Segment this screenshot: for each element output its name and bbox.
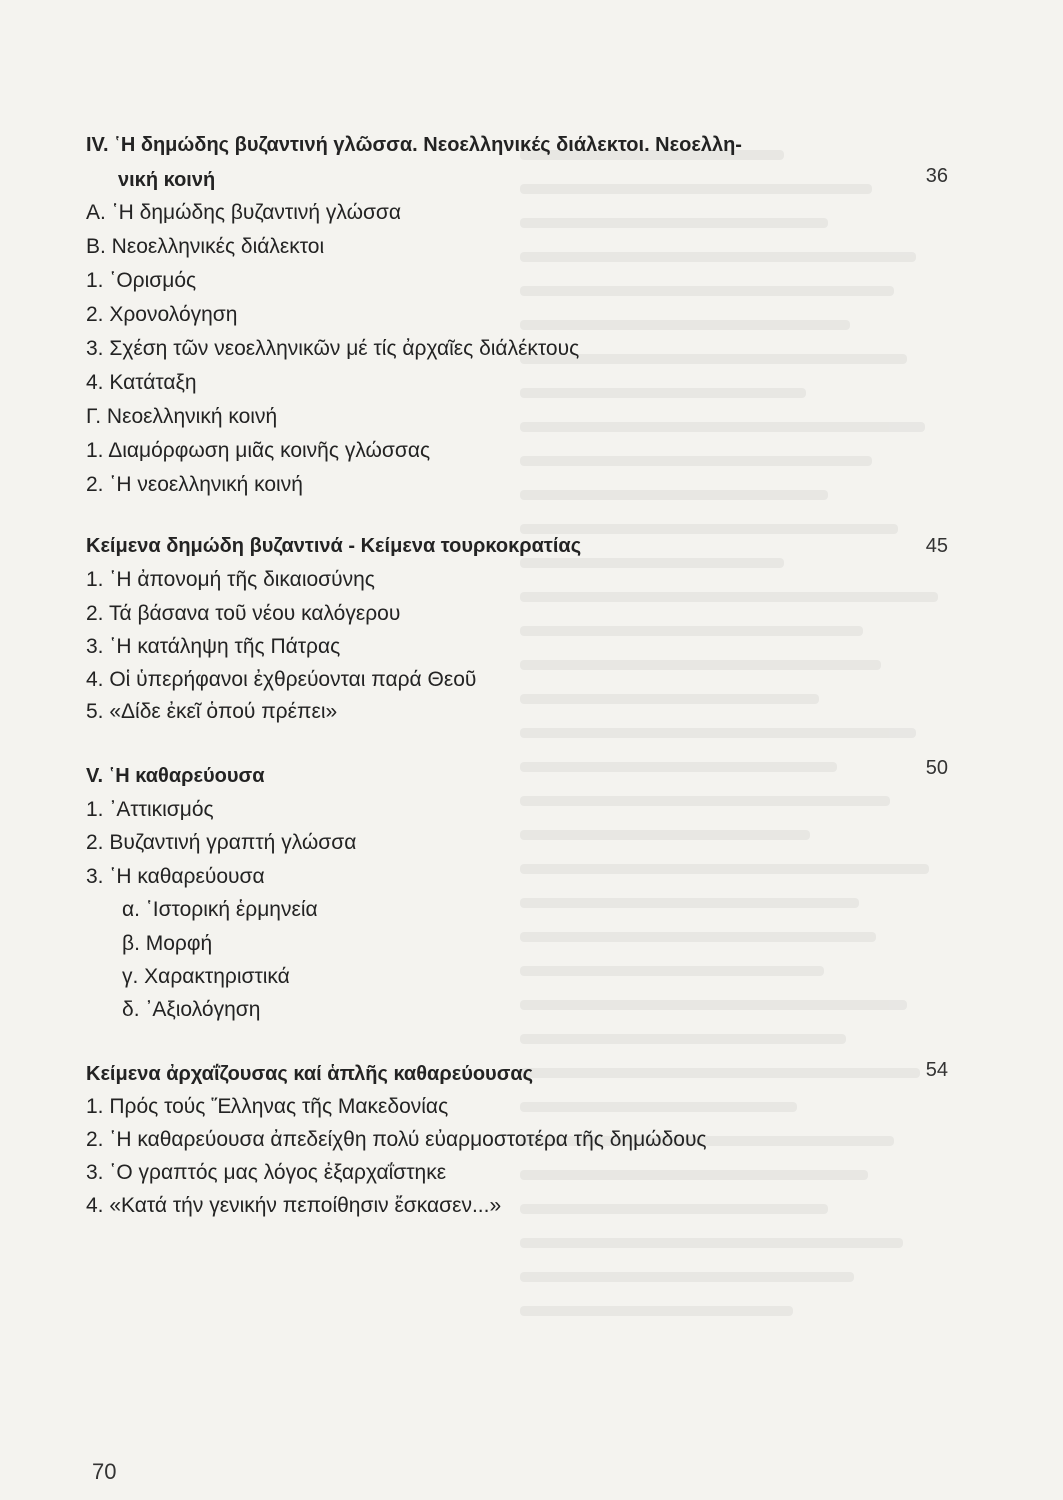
section-iv-title-line2: νική κοινή [118,169,216,191]
toc-item: 2. Βυζαντινή γραπτή γλώσσα [86,831,357,854]
toc-item: 3. ῾Η κατάληψη τῆς Πάτρας [86,635,341,658]
toc-item: 3. ῾Η καθαρεύουσα [86,865,265,888]
toc-item: 4. «Κατά τήν γενικήν πεποίθησιν ἔσκασεν...» [86,1194,502,1217]
section-iv-page: 36 [925,165,948,187]
toc-item: 2. Τά βάσανα τοῦ νέου καλόγερου [86,602,401,625]
toc-item: Β. Νεοελληνικές διάλεκτοι [86,235,325,258]
toc-item: 2. Χρονολόγηση [86,303,238,326]
toc-subitem: α. ῾Ιστορική ἑρμηνεία [122,898,318,921]
toc-subitem: β. Μορφή [122,932,213,955]
toc-item: 4. Οἱ ὑπερήφανοι ἐχθρεύονται παρά Θεοῦ [86,668,477,691]
bleed-through-text [520,150,960,1380]
toc-item: Γ. Νεοελληνική κοινή [86,405,278,428]
toc-item: 1. ῾Η ἀπονομή τῆς δικαιοσύνης [86,568,375,591]
texts-byzantine-page: 45 [925,535,948,557]
toc-item: 2. ῾Η νεοελληνική κοινή [86,473,303,496]
toc-subitem: δ. ᾿Αξιολόγηση [122,998,261,1021]
texts-katharevousa-title: Κείμενα ἀρχαΐζουσας καί ἁπλῆς καθαρεύουσας [86,1063,534,1085]
toc-item: 1. Πρός τούς Ἕλληνας τῆς Μακεδονίας [86,1095,449,1118]
toc-item: 2. ῾Η καθαρεύουσα ἀπεδείχθη πολύ εὐαρμοστοτέρα τῆς δημώδους [86,1128,707,1151]
toc-item: Α. ῾Η δημώδης βυζαντινή γλώσσα [86,201,402,224]
section-iv-title-line1: IV. ῾Η δημώδης βυζαντινή γλῶσσα. Νεοελληνικές διάλεκτοι. Νεοελλη- [86,134,742,156]
toc-item: 3. Σχέση τῶν νεοελληνικῶν μέ τίς ἀρχαῖες διάλέκτους [86,337,580,360]
toc-item: 5. «Δίδε ἐκεῖ ὁπού πρέπει» [86,700,338,723]
section-v-page: 50 [925,757,948,779]
toc-subitem: γ. Χαρακτηριστικά [122,965,290,988]
texts-byzantine-title: Κείμενα δημώδη βυζαντινά - Κείμενα τουρκοκρατίας [86,535,582,557]
texts-katharevousa-page: 54 [925,1059,948,1081]
section-v-title: V. ῾Η καθαρεύουσα [86,765,265,787]
toc-item: 1. ᾿Αττικισμός [86,798,214,821]
toc-item: 3. ῾Ο γραπτός μας λόγος ἐξαρχαΐστηκε [86,1161,447,1184]
page-number: 70 [92,1459,117,1484]
toc-item: 1. Διαμόρφωση μιᾶς κοινῆς γλώσσας [86,439,431,462]
toc-item: 4. Κατάταξη [86,371,197,394]
toc-item: 1. ῾Ορισμός [86,269,197,292]
